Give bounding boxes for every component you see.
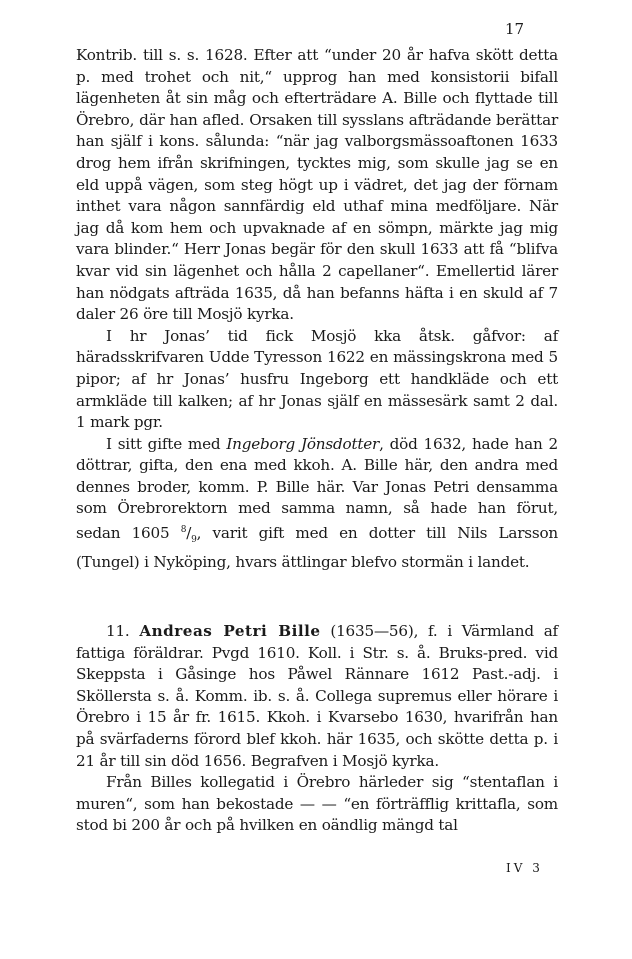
- fraction-denominator: 9: [191, 535, 197, 546]
- paragraph-3: I sitt gifte med Ingeborg Jönsdotter, död 1632, hade han 2 döttrar, gifta, den ena med kkoh. A. Bille här, den andra med dennes broder, komm. P. Bille här. Var Jonas Petri densamma som Örebrorektorn med samma namn, så hade han förut, sedan 1605 $^8/_9$, varit gift med en dotter till Nils Larsson (Tungel) i Nyköping, hvars ättlingar blefvo stormän i landet.: [76, 434, 558, 571]
- entry-text: (1635—56), f. i Värmland af fattiga föräldrar. Pvgd 1610. Koll. i Str. s. å. Bruks-pred. vid Skeppsta i Gåsinge hos Påwel Rännare 1612 Past.-adj. i Sköllersta s. å. Komm. ib. s. å. Collega supremus eller hörare i Örebro i 15 år fr. 1615. Kkoh. i Kvarsebo 1630, hvarifrån han på svärfaderns förord blef kkoh. här 1635, och skötte detta p. i 21 år till sin död 1656. Begrafven i Mosjö kyrka.: [76, 622, 558, 770]
- entry-name: Andreas Petri Bille: [139, 622, 321, 640]
- paragraph-4: [76, 621, 558, 772]
- page-number: 17: [505, 20, 525, 38]
- text-block-upper: [76, 45, 558, 573]
- paragraph-3-middle: , död 1632, hade han 2 döttrar, gifta, den ena med kkoh. A. Bille här, den andra med dennes broder, komm. P. Bille här. Var Jonas Petri densamma som Örebrorektorn med samma namn, så hade han förut, sedan 1605: [76, 434, 558, 543]
- text-block-lower: [76, 621, 558, 837]
- paragraph-3-start: I sitt gifte med: [106, 434, 227, 453]
- paragraph-1: Kontrib. till s. s. 1628. Efter att “under 20 år hafva skött detta p. med trohet och nit,“ upprog han med konsistorii bifall lägenheten åt sin måg och efterträdare A. Bille och flyttade till Örebro, där han afled. Orsaken till sysslans afträdande berättar han själf i kons. sålunda: “när jag valborgsmässoaftonen 1633 drog hem ifrån skrifningen, tycktes mig, som skulle jag se en eld uppå vägen, som steg högt up i vädret, det jag der förnam inthet vara någon sannfärdig eld uthaf mina medföljare. När jag då kom hem och upvaknade af en sömpn, märkte jag mig vara blinder.“ Herr Jonas begär för den skull 1633 att få “blifva kvar vid sin lägenhet och hålla 2 capellaner“. Emellertid lärer han nödgats afträda 1635, då han befanns häfta i en skuld af 7 daler 26 öre till Mosjö kyrka.: [76, 46, 558, 324]
- entry-number: 11.: [106, 622, 140, 640]
- paragraph-3-end: , varit gift med en dotter till Nils Larsson (Tungel) i Nyköping, hvars ättlingar blefvo stormän i landet.: [76, 524, 558, 571]
- paragraph-2: I hr Jonas’ tid fick Mosjö kka åtsk. gåfvor: af häradsskrifvaren Udde Tyresson 1622 en mässingskrona med 5 pipor; af hr Jonas’ husfru Ingeborg ett handkläde och ett armkläde till kalken; af hr Jonas själf en mässesärk samt 2 dal. 1 mark pgr.: [76, 326, 558, 432]
- person-name-italic: Ingeborg Jönsdotter: [226, 434, 380, 453]
- paragraph-5: Från Billes kollegatid i Örebro härleder sig “stentaflan i muren“, som han bekostade — — “en förträfflig krittafla, som stod bi 200 år och på hvilken en oändlig mängd tal: [76, 773, 558, 835]
- signature-mark: IV 3: [506, 861, 543, 875]
- fraction-numerator: 8: [180, 525, 187, 536]
